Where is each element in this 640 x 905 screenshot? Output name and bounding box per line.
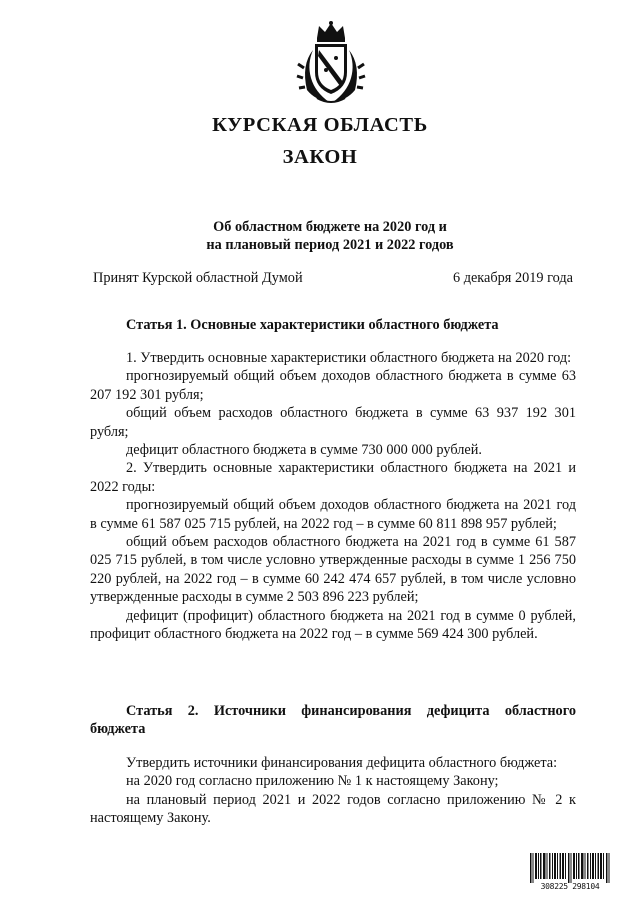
document-type-title: ЗАКОН xyxy=(282,146,358,168)
article-1-paragraph: дефицит областного бюджета в сумме 730 000 000 рублей. xyxy=(126,442,482,459)
subtitle-line-1: Об областном бюджете на 2020 год и xyxy=(213,219,447,235)
barcode-bars-icon xyxy=(530,853,610,883)
article-2-heading: Статья 2. Источники финансирования дефицита областного бюджета xyxy=(90,703,576,738)
article-1-paragraph: общий объем расходов областного бюджета на 2021 год в сумме 61 587 025 715 рублей, в том числе условно утвержденные расходы в сумме 1 256 750 220 рублей, на 2022 год – в сумме 60 242 474 657 рублей, в том числе условно утвержденные расходы в сумме 2 503 896 223 рублей; xyxy=(90,534,576,606)
law-subtitle xyxy=(0,218,640,254)
barcode-number: 308225 298104 xyxy=(540,882,600,891)
article-1-paragraph: прогнозируемый общий объем доходов областного бюджета в сумме 63 207 192 301 рубля; xyxy=(90,368,576,403)
article-2-paragraph: Утвердить источники финансирования дефицита областного бюджета: xyxy=(126,755,558,771)
adopted-by: Принят Курской областной Думой xyxy=(93,270,303,286)
article-2-paragraph: на плановый период 2021 и 2022 годов согласно приложению № 2 к настоящему Закону. xyxy=(90,791,576,827)
subtitle-line-2: на плановый период 2021 и 2022 годов xyxy=(206,237,454,253)
article-1-heading: Статья 1. Основные характеристики областного бюджета xyxy=(126,317,499,333)
article-1-paragraph: общий объем расходов областного бюджета в сумме 63 937 192 301 рубля; xyxy=(90,405,576,440)
article-1-paragraph: 2. Утвердить основные характеристики областного бюджета на 2021 и 2022 годы: xyxy=(90,460,576,495)
article-2-paragraph: на 2020 год согласно приложению № 1 к настоящему Закону; xyxy=(126,773,499,790)
article-1-paragraph: 1. Утвердить основные характеристики областного бюджета на 2020 год: xyxy=(126,350,572,366)
kursk-coat-of-arms-icon xyxy=(295,20,367,104)
region-title: КУРСКАЯ ОБЛАСТЬ xyxy=(212,114,428,136)
article-1-paragraph: дефицит (профицит) областного бюджета на 2021 год в сумме 0 рублей, профицит областного бюджета на 2022 год – в сумме 569 424 300 рублей. xyxy=(90,607,576,643)
adoption-date: 6 декабря 2019 года xyxy=(452,270,573,286)
article-2-body xyxy=(90,754,576,828)
article-1-paragraph: прогнозируемый общий объем доходов областного бюджета на 2021 год в сумме 61 587 025 715 рублей, на 2022 год – в сумме 60 811 898 957 рублей; xyxy=(90,497,576,532)
article-1-body xyxy=(90,349,576,644)
barcode xyxy=(530,853,610,893)
